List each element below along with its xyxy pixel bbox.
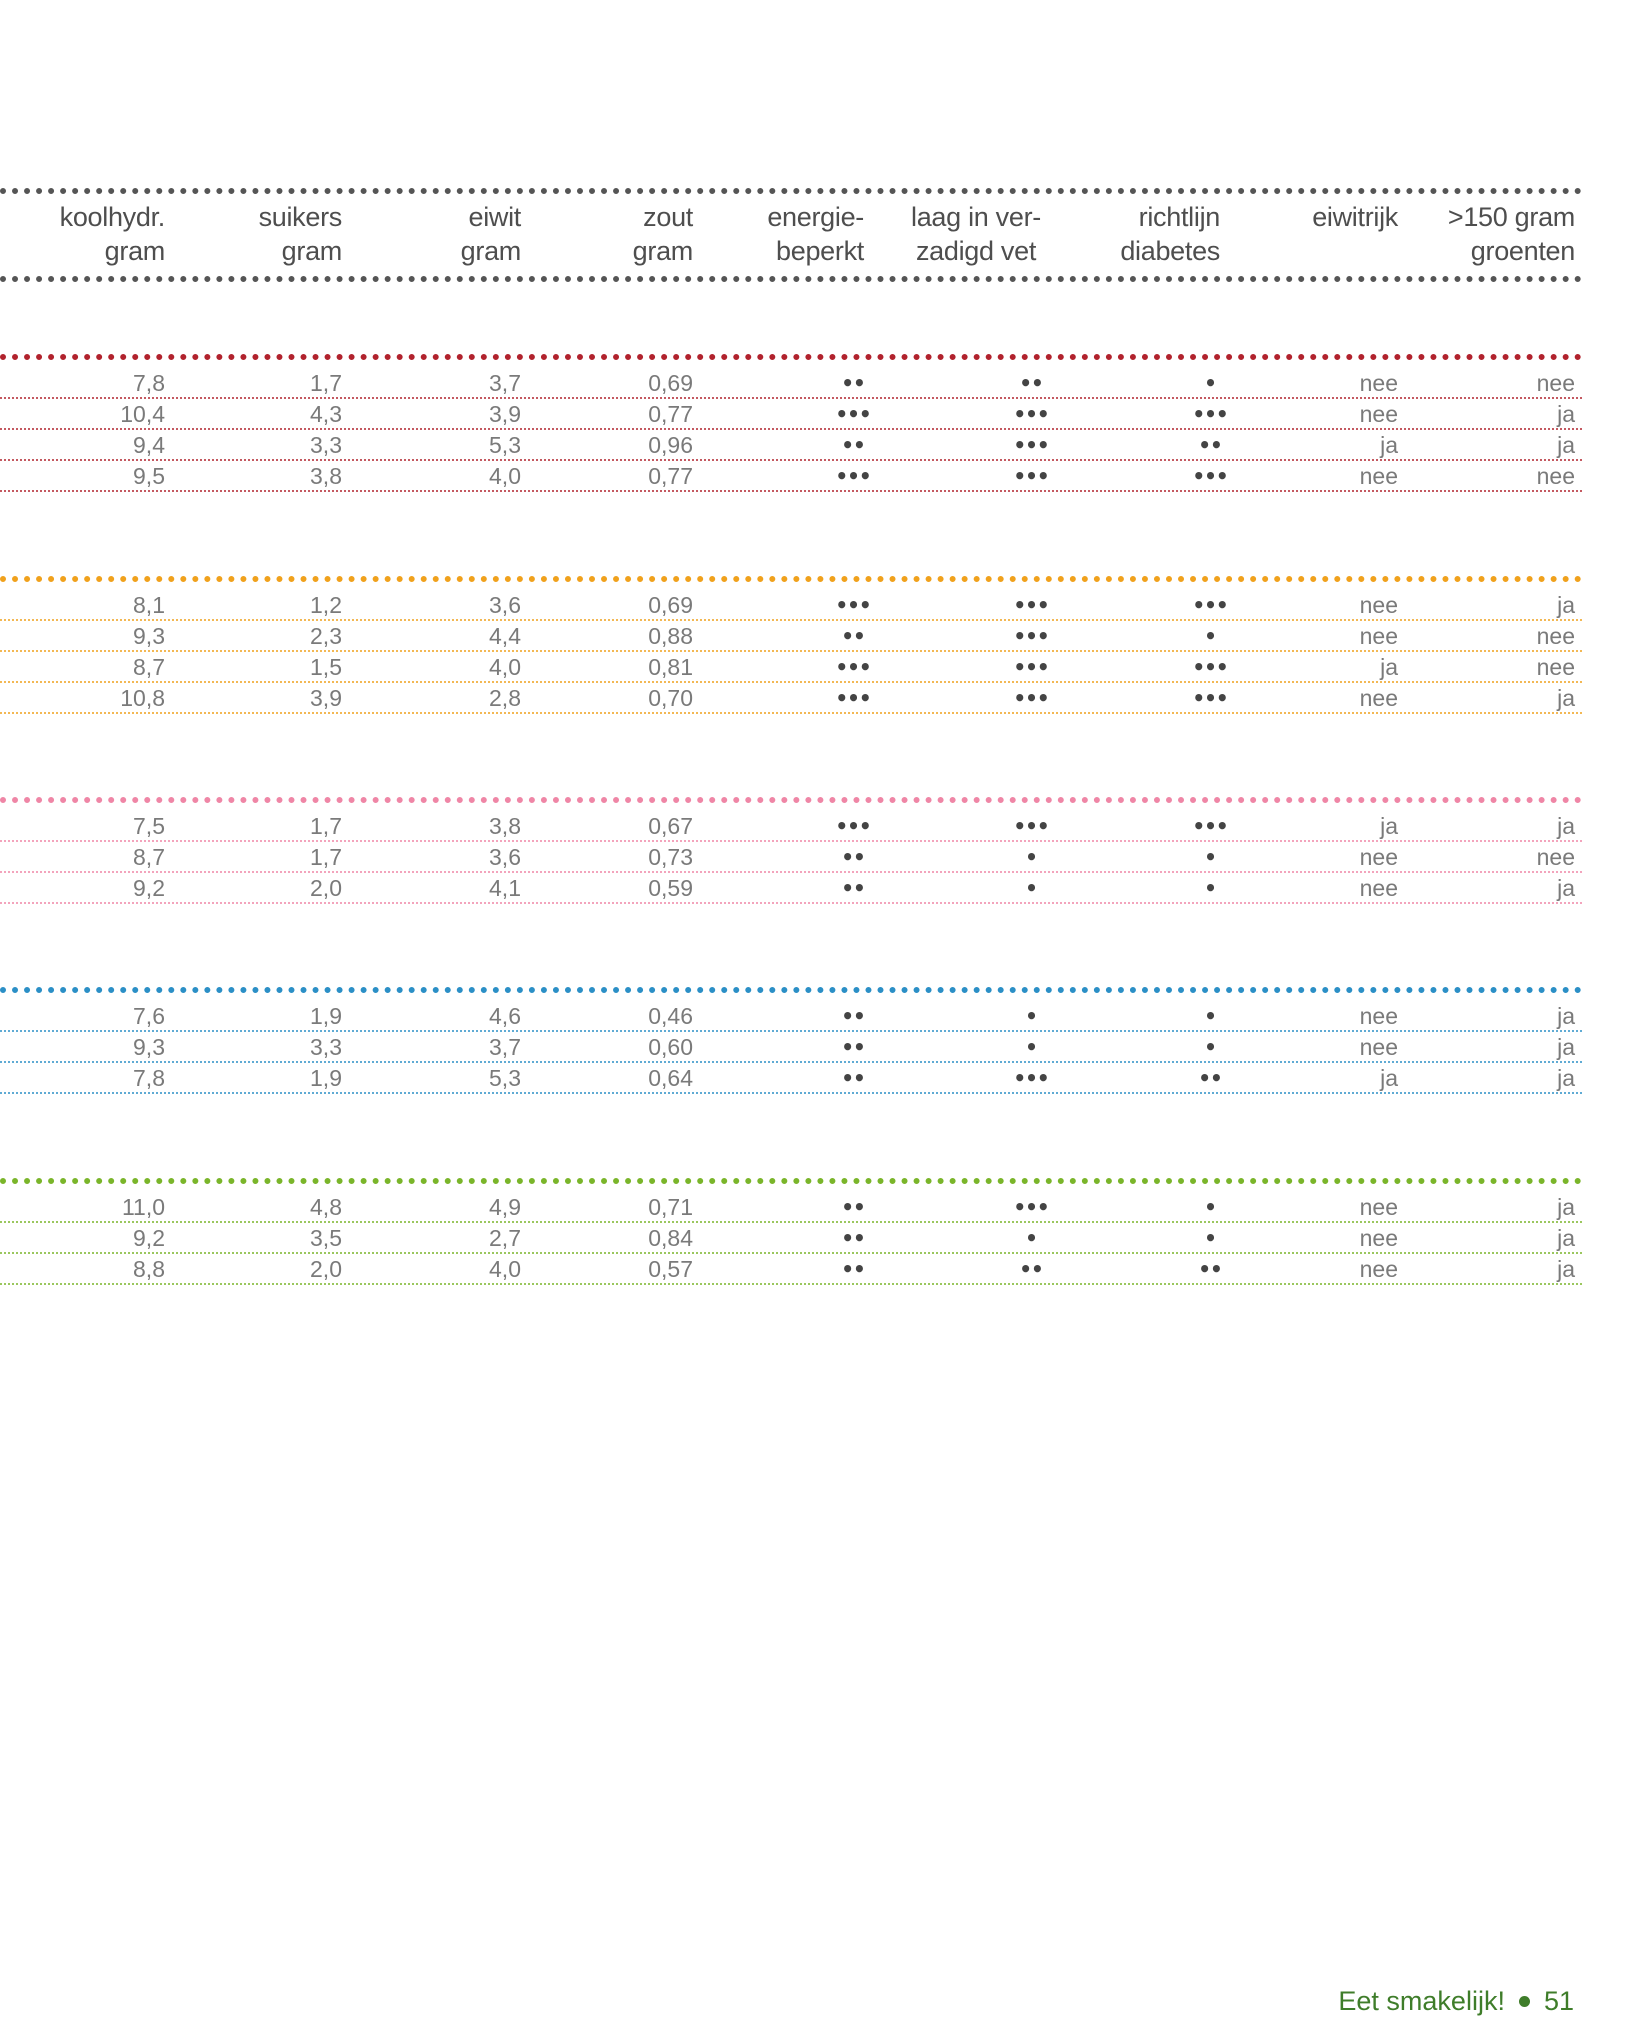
table-cell: • [1025, 1004, 1037, 1028]
table-row [0, 842, 1582, 873]
table-cell: • [1204, 876, 1216, 900]
column-header-line: suikers [258, 202, 342, 232]
table-cell: • [1204, 845, 1216, 869]
table-cell: 10,4 [120, 401, 165, 427]
table-cell: 0,57 [648, 1256, 693, 1282]
table-cell: nee [1359, 592, 1398, 618]
table-cell: ••• [1013, 433, 1049, 457]
group-rule [0, 576, 1582, 582]
column-header-1 [162, 200, 342, 268]
table-cell: nee [1359, 463, 1398, 489]
table-cell: nee [1536, 623, 1575, 649]
group-rule [0, 1178, 1582, 1184]
table-cell: nee [1359, 370, 1398, 396]
table-cell: 4,0 [489, 654, 521, 680]
table-cell: ••• [1013, 1195, 1049, 1219]
table-cell: 4,8 [310, 1194, 342, 1220]
table-cell: ja [1557, 1034, 1575, 1060]
column-header-4 [684, 200, 864, 268]
table-row [0, 590, 1582, 621]
table-cell: 4,0 [489, 463, 521, 489]
table-row [0, 1032, 1582, 1063]
column-header-line: energie- [767, 202, 864, 232]
table-cell: nee [1536, 844, 1575, 870]
table-cell: 0,96 [648, 432, 693, 458]
header-top-rule [0, 188, 1582, 194]
table-cell: ••• [1192, 402, 1228, 426]
table-cell: 9,3 [133, 1034, 165, 1060]
column-header-5 [886, 200, 1066, 268]
table-cell: •• [841, 1195, 865, 1219]
table-cell: nee [1536, 370, 1575, 396]
table-cell: 1,5 [310, 654, 342, 680]
table-cell: nee [1359, 623, 1398, 649]
table-cell: ••• [1013, 624, 1049, 648]
table-cell: • [1204, 371, 1216, 395]
table-cell: ••• [1013, 593, 1049, 617]
column-header-2 [341, 200, 521, 268]
table-cell: 0,77 [648, 463, 693, 489]
table-cell: nee [1359, 1225, 1398, 1251]
table-cell: • [1204, 1226, 1216, 1250]
table-cell: 11,0 [121, 1194, 165, 1220]
table-cell: ••• [1013, 464, 1049, 488]
table-cell: nee [1536, 463, 1575, 489]
table-cell: 0,71 [648, 1194, 693, 1220]
table-cell: 7,8 [133, 1065, 165, 1091]
table-row [0, 652, 1582, 683]
table-cell: 0,81 [648, 654, 693, 680]
table-row [0, 1001, 1582, 1032]
row-divider [0, 1092, 1582, 1094]
table-cell: 0,70 [648, 685, 693, 711]
page-footer [1338, 1986, 1574, 2017]
table-cell: ••• [1192, 814, 1228, 838]
table-cell: 0,69 [648, 370, 693, 396]
table-cell: ja [1557, 432, 1575, 458]
table-cell: 1,7 [310, 370, 342, 396]
table-cell: 3,7 [489, 370, 521, 396]
table-cell: 1,7 [310, 813, 342, 839]
column-header-line: groenten [1470, 236, 1575, 266]
column-header-6 [1040, 200, 1220, 268]
table-cell: 8,7 [133, 844, 165, 870]
column-header-7 [1218, 200, 1398, 234]
table-cell: •• [841, 1257, 865, 1281]
table-cell: •• [841, 1226, 865, 1250]
column-header-line: gram [104, 236, 165, 266]
table-cell: 2,3 [310, 623, 342, 649]
table-cell: ja [1557, 1065, 1575, 1091]
table-cell: 3,7 [489, 1034, 521, 1060]
footer-title: Eet smakelijk! [1338, 1986, 1505, 2016]
table-cell: ••• [835, 814, 871, 838]
table-cell: ja [1557, 875, 1575, 901]
table-cell: •• [841, 1066, 865, 1090]
table-cell: ja [1557, 401, 1575, 427]
table-cell: nee [1359, 844, 1398, 870]
column-header-line: zadigd vet [915, 236, 1037, 266]
table-cell: 9,5 [133, 463, 165, 489]
table-cell: •• [841, 1035, 865, 1059]
table-cell: •• [1019, 371, 1043, 395]
table-cell: ja [1557, 1225, 1575, 1251]
table-cell: 8,7 [133, 654, 165, 680]
table-cell: nee [1359, 875, 1398, 901]
table-cell: 2,0 [310, 875, 342, 901]
table-cell: 0,46 [648, 1003, 693, 1029]
table-row [0, 683, 1582, 714]
table-cell: nee [1359, 1003, 1398, 1029]
table-row [0, 1063, 1582, 1094]
table-cell: ••• [1013, 686, 1049, 710]
group-rule [0, 354, 1582, 360]
table-cell: nee [1359, 685, 1398, 711]
table-cell: •• [841, 876, 865, 900]
table-row [0, 1223, 1582, 1254]
table-cell: ja [1380, 432, 1398, 458]
table-cell: 9,2 [133, 875, 165, 901]
table-cell: 0,73 [648, 844, 693, 870]
table-cell: ja [1380, 813, 1398, 839]
column-header-line: beperkt [776, 236, 864, 266]
table-cell: 1,9 [310, 1065, 342, 1091]
table-cell: ••• [1013, 402, 1049, 426]
table-cell: nee [1359, 401, 1398, 427]
table-cell: •• [1198, 433, 1222, 457]
table-cell: •• [841, 845, 865, 869]
row-divider [0, 490, 1582, 492]
table-cell: 7,8 [133, 370, 165, 396]
table-cell: 0,69 [648, 592, 693, 618]
table-cell: ••• [835, 655, 871, 679]
table-row [0, 873, 1582, 904]
table-cell: 10,8 [120, 685, 165, 711]
table-cell: • [1204, 1035, 1216, 1059]
table-cell: 0,77 [648, 401, 693, 427]
table-cell: 9,4 [133, 432, 165, 458]
column-header-line: zout [643, 202, 693, 232]
table-cell: •• [841, 371, 865, 395]
table-cell: • [1025, 845, 1037, 869]
table-cell: ja [1380, 654, 1398, 680]
table-cell: 9,2 [133, 1225, 165, 1251]
column-header-line: gram [460, 236, 521, 266]
row-divider [0, 1283, 1582, 1285]
table-cell: ja [1557, 1003, 1575, 1029]
table-cell: 4,4 [489, 623, 521, 649]
column-header-8 [1395, 200, 1575, 268]
table-cell: ••• [1192, 593, 1228, 617]
table-cell: 4,9 [489, 1194, 521, 1220]
table-row [0, 461, 1582, 492]
table-cell: ••• [835, 402, 871, 426]
table-row [0, 399, 1582, 430]
table-cell: 0,88 [648, 623, 693, 649]
table-row [0, 368, 1582, 399]
table-cell: ••• [835, 686, 871, 710]
table-cell: ja [1557, 685, 1575, 711]
table-row [0, 1192, 1582, 1223]
column-header-line: diabetes [1120, 236, 1220, 266]
table-row [0, 430, 1582, 461]
table-cell: • [1204, 624, 1216, 648]
table-cell: •• [841, 433, 865, 457]
page-number: 51 [1543, 1986, 1574, 2016]
table-cell: •• [841, 624, 865, 648]
table-cell: 0,84 [648, 1225, 693, 1251]
table-cell: 3,5 [310, 1225, 342, 1251]
table-cell: 3,3 [310, 432, 342, 458]
table-cell: 3,8 [310, 463, 342, 489]
table-cell: ••• [835, 464, 871, 488]
table-cell: 1,9 [310, 1003, 342, 1029]
table-cell: 4,3 [310, 401, 342, 427]
table-cell: • [1025, 1035, 1037, 1059]
table-cell: • [1025, 1226, 1037, 1250]
table-cell: 1,7 [310, 844, 342, 870]
column-header-line: eiwitrijk [1312, 202, 1398, 232]
table-cell: 8,8 [133, 1256, 165, 1282]
table-cell: 4,1 [489, 875, 521, 901]
table-cell: • [1025, 876, 1037, 900]
table-cell: 0,59 [648, 875, 693, 901]
table-row [0, 621, 1582, 652]
table-cell: 1,2 [310, 592, 342, 618]
table-cell: •• [1198, 1257, 1222, 1281]
group-rule [0, 797, 1582, 803]
table-cell: 3,3 [310, 1034, 342, 1060]
table-cell: nee [1359, 1034, 1398, 1060]
table-cell: ••• [1013, 814, 1049, 838]
row-divider [0, 712, 1582, 714]
column-header-line: >150 gram [1447, 202, 1575, 232]
table-cell: ja [1557, 592, 1575, 618]
table-cell: 4,6 [489, 1003, 521, 1029]
table-cell: ••• [1013, 655, 1049, 679]
table-cell: ••• [1192, 655, 1228, 679]
column-header-3 [513, 200, 693, 268]
table-cell: •• [1198, 1066, 1222, 1090]
table-header [0, 200, 1582, 270]
table-cell: nee [1536, 654, 1575, 680]
header-bottom-rule [0, 276, 1582, 282]
table-cell: 2,8 [489, 685, 521, 711]
table-cell: nee [1359, 1256, 1398, 1282]
column-header-line: richtlijn [1138, 202, 1220, 232]
table-row [0, 1254, 1582, 1285]
table-cell: •• [1019, 1257, 1043, 1281]
table-cell: 3,9 [310, 685, 342, 711]
column-header-line: gram [281, 236, 342, 266]
table-row [0, 811, 1582, 842]
table-cell: 3,8 [489, 813, 521, 839]
table-cell: ja [1557, 1256, 1575, 1282]
table-cell: ••• [835, 593, 871, 617]
table-cell: 8,1 [133, 592, 165, 618]
table-cell: ja [1557, 813, 1575, 839]
table-cell: • [1204, 1004, 1216, 1028]
table-cell: • [1204, 1195, 1216, 1219]
table-cell: 2,7 [489, 1225, 521, 1251]
table-cell: ••• [1192, 686, 1228, 710]
row-divider [0, 902, 1582, 904]
footer-bullet-icon [1519, 1996, 1530, 2007]
column-header-line: gram [632, 236, 693, 266]
table-cell: 5,3 [489, 432, 521, 458]
table-cell: ••• [1192, 464, 1228, 488]
table-cell: 7,5 [133, 813, 165, 839]
table-cell: •• [841, 1004, 865, 1028]
table-cell: 2,0 [310, 1256, 342, 1282]
group-rule [0, 987, 1582, 993]
table-cell: 4,0 [489, 1256, 521, 1282]
table-cell: 5,3 [489, 1065, 521, 1091]
column-header-0 [0, 200, 165, 268]
table-cell: 0,67 [648, 813, 693, 839]
table-cell: 3,9 [489, 401, 521, 427]
table-cell: ja [1380, 1065, 1398, 1091]
table-cell: 0,60 [648, 1034, 693, 1060]
column-header-line: laag in ver- [911, 202, 1041, 232]
table-cell: 0,64 [648, 1065, 693, 1091]
column-header-line: eiwit [468, 202, 521, 232]
table-cell: nee [1359, 1194, 1398, 1220]
table-cell: ••• [1013, 1066, 1049, 1090]
table-cell: 3,6 [489, 844, 521, 870]
table-cell: 3,6 [489, 592, 521, 618]
column-header-line: koolhydr. [59, 202, 165, 232]
table-cell: 7,6 [133, 1003, 165, 1029]
table-cell: ja [1557, 1194, 1575, 1220]
table-cell: 9,3 [133, 623, 165, 649]
